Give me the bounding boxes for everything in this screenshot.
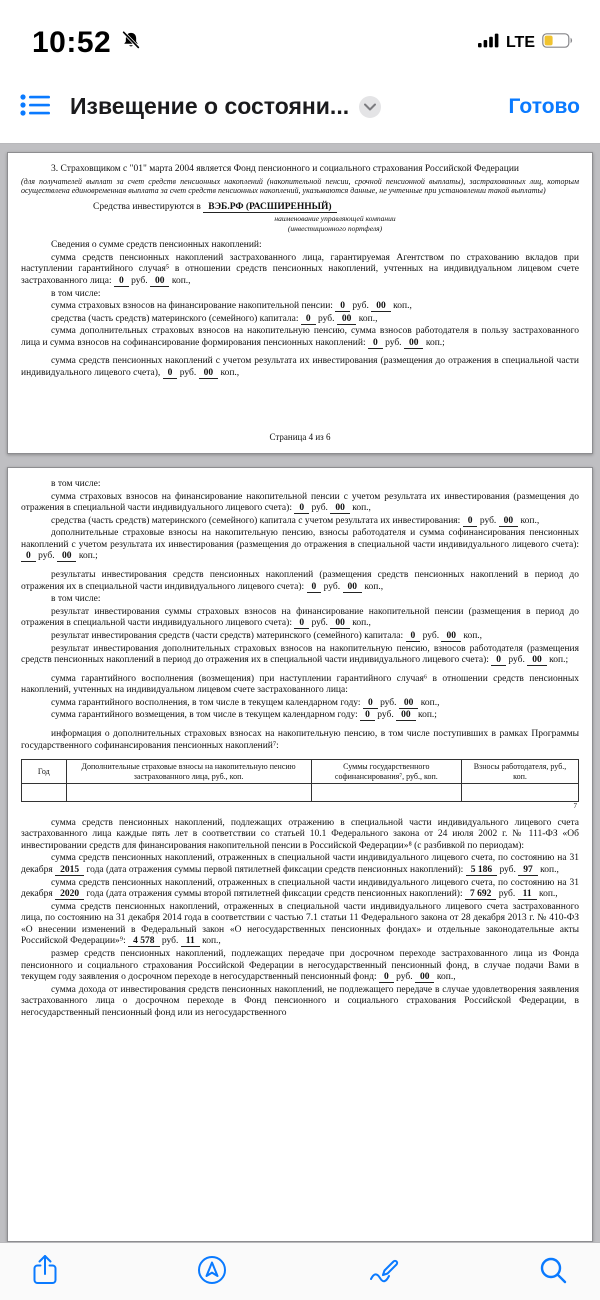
doc-paragraph: результат инвестирования дополнительных страховых взносов на накопительную пенсию, взносов работодателя (размещения средств пенсионных накоплений в период до отражения их в специальной части индивидуального лицевого счета): 0 руб. 00 коп.; bbox=[21, 643, 579, 666]
title-area bbox=[70, 93, 489, 120]
doc-paragraph: результат инвестирования средств (части средств) материнского (семейного) капитала: 0 руб. 00 коп., bbox=[51, 630, 483, 641]
status-bar bbox=[0, 0, 600, 70]
doc-paragraph: размер средств пенсионных накоплений, подлежащих передаче при досрочном переходе застрахованного лица из Фонда пенсионного и социального страхования Российской Федерации в негосударственный пенсионный фонд, в случае подачи Вами в текущем году заявления о досрочном переходе в негосударственный пенсионный фонд: 0 руб. 00 коп., bbox=[21, 949, 579, 983]
doc-paragraph: сумма средств пенсионных накоплений, подлежащих отражению в специальной части индивидуального лицевого счета застрахованного лица каждые пять лет в соответствии со статьей 10.1 Федерального закона от 24 июля 2002 г. № 111-ФЗ «Об инвестировании средств для финансирования накопительной пенсии в Российской Федерации»⁸ (с разбивкой по периодам): bbox=[21, 817, 579, 851]
search-icon bbox=[538, 1255, 568, 1288]
doc-paragraph: наименование управляющей компании bbox=[274, 214, 396, 224]
doc-paragraph: Сведения о сумме средств пенсионных накоплений: bbox=[51, 240, 262, 251]
table-header-cell: Год bbox=[22, 760, 67, 784]
page-number: Страница 4 из 6 bbox=[269, 432, 331, 443]
doc-paragraph: средства (часть средств) материнского (семейного) капитала с учетом результата их инвестирования: 0 руб. 00 коп., bbox=[51, 515, 540, 526]
table-header-cell: Взносы работодателя, руб., коп. bbox=[462, 760, 579, 784]
table-cell bbox=[66, 784, 311, 802]
status-left-cluster bbox=[32, 26, 142, 60]
page-5-content-bottom bbox=[21, 818, 579, 1020]
table-cell bbox=[311, 784, 461, 802]
doc-paragraph: сумма средств пенсионных накоплений, отраженных в специальной части индивидуального лицевого счета, по состоянию на 31 декабря 2015 года (дата отражения суммы первой пятилетней фиксации средств пенсионных накоплений): 5 186 руб. 97 коп., bbox=[21, 853, 579, 876]
doc-paragraph: информация о дополнительных страховых взносах на накопительную пенсию, в том числе поступивших в рамках Программы государственного софинансирования пенсионных накоплений⁷: bbox=[21, 728, 579, 751]
doc-paragraph: сумма гарантийного возмещения, в том числе в текущем календарном году: 0 руб. 00 коп.; bbox=[51, 710, 437, 721]
table-cell bbox=[22, 784, 67, 802]
document-title: Извещение о состояни... bbox=[70, 93, 350, 119]
doc-paragraph: дополнительные страховые взносы на накопительную пенсию, взносы работодателя и сумма софинансирования пенсионных накоплений с учетом результата их инвестирования (размещения до отражения в специальной части индивидуального лицевого счета): 0 руб. 00 коп.; bbox=[21, 528, 579, 562]
notifications-muted-icon bbox=[120, 30, 142, 57]
doc-paragraph: сумма дохода от инвестирования средств пенсионных накоплений, не подлежащего передаче в случае удовлетворения заявления застрахованного лица о досрочном переходе в Фонд пенсионного и социального страхования Российской Федерации, в негосударственный пенсионный фонд или из негосударственного bbox=[21, 984, 579, 1018]
done-button[interactable]: Готово bbox=[508, 94, 580, 118]
doc-paragraph: сумма страховых взносов на финансирование накопительной пенсии: 0 руб. 00 коп., bbox=[51, 301, 412, 312]
doc-paragraph: средства (часть средств) материнского (семейного) капитала: 0 руб. 00 коп., bbox=[51, 313, 378, 324]
navigate-icon bbox=[197, 1255, 227, 1288]
table-cell bbox=[462, 784, 579, 802]
list-icon bbox=[20, 93, 50, 120]
share-button[interactable] bbox=[32, 1254, 58, 1289]
status-right-cluster bbox=[478, 33, 574, 53]
navigation-bar bbox=[0, 70, 600, 144]
document-page-4 bbox=[7, 152, 593, 454]
doc-paragraph: сумма страховых взносов на финансирование накопительной пенсии с учетом результата их инвестирования (размещения до отражения в специальной части индивидуального лицевого счета): 0 руб. 00 коп., bbox=[21, 491, 579, 514]
doc-paragraph: сумма гарантийного восполнения, в том числе в текущем календарном году: 0 руб. 00 коп., bbox=[51, 697, 440, 708]
table-row bbox=[22, 784, 579, 802]
doc-paragraph: 3. Страховщиком с "01" марта 2004 является Фонд пенсионного и социального страхования Российской Федерации bbox=[51, 164, 519, 174]
title-menu-button[interactable] bbox=[359, 96, 381, 118]
markup-icon bbox=[367, 1255, 399, 1288]
table-header-cell: Суммы государственного софинансирования⁷, руб., коп. bbox=[311, 760, 461, 784]
doc-paragraph: (инвестиционного портфеля) bbox=[287, 223, 383, 233]
doc-paragraph: результат инвестирования суммы страховых взносов на финансирование накопительной пенсии (размещения в период до отражения в специальной части индивидуального лицевого счета): 0 руб. 00 коп., bbox=[21, 606, 579, 629]
page-5-content-top bbox=[21, 479, 579, 752]
navigate-button[interactable] bbox=[197, 1255, 227, 1288]
document-viewer[interactable] bbox=[0, 144, 600, 1242]
doc-paragraph: в том числе: bbox=[51, 479, 101, 489]
share-icon bbox=[32, 1254, 58, 1289]
table-header-cell: Дополнительные страховые взносы на накопительную пенсию застрахованного лица, руб., коп. bbox=[66, 760, 311, 784]
network-type: LTE bbox=[505, 34, 535, 51]
doc-paragraph: результаты инвестирования средств пенсионных накоплений (размещения средств пенсионных накоплений в период до отражения их в специальной части индивидуального лицевого счета): 0 руб. 00 коп., bbox=[21, 570, 579, 592]
doc-paragraph: сумма средств пенсионных накоплений с учетом результата их инвестирования (размещения до отражения в специальной части индивидуального лицевого счета), 0 руб. 00 коп., bbox=[21, 356, 579, 379]
doc-paragraph: сумма средств пенсионных накоплений, отраженных в специальной части индивидуального лицевого счета застрахованного лица, по состоянию на 31 декабря 2014 года в соответствии с частью 7.1 статьи 11 Федерального закона от 28 декабря 2013 г. № 410-ФЗ «О внесении изменений в Федеральный закон «О негосударственных пенсионных фондах» и отдельные законодательные акты Российской Федерации»⁹: 4 578 руб. 11 коп., bbox=[21, 901, 579, 947]
doc-paragraph: сумма дополнительных страховых взносов на накопительную пенсию, сумма взносов работодателя в пользу застрахованного лица и сумма взносов на софинансирование формирования пенсионных накоплений: 0 руб. 00 коп.; bbox=[21, 326, 579, 348]
doc-paragraph: Средства инвестируются в ВЭБ.РФ (РАСШИРЕННЫЙ) bbox=[93, 202, 579, 214]
cellular-signal-icon bbox=[478, 33, 499, 53]
doc-paragraph: в том числе: bbox=[51, 594, 101, 605]
markup-button[interactable] bbox=[367, 1255, 399, 1288]
chevron-down-icon bbox=[364, 99, 376, 114]
bottom-toolbar bbox=[0, 1242, 600, 1300]
doc-paragraph: (для получателей выплат за счет средств пенсионных накоплений (накопительной пенсии, срочной пенсионной выплаты), застрахованных лиц, которым осуществлена единовременная выплата за счет средств пенсионных накоплений, указываются данные, не учтенные при установлении такой выплаты) bbox=[21, 176, 579, 196]
footnote-mark: 7 bbox=[573, 802, 577, 811]
thumbnails-list-button[interactable] bbox=[20, 93, 50, 120]
battery-icon bbox=[542, 33, 574, 53]
search-button[interactable] bbox=[538, 1255, 568, 1288]
doc-paragraph: в том числе: bbox=[51, 288, 101, 299]
doc-paragraph: сумма средств пенсионных накоплений застрахованного лица, гарантируемая Агентством по страхованию вкладов при наступлении гарантийного случая⁵ в отношении средств пенсионных накоплений, учтенных на индивидуальном лицевом счете застрахованного лица: 0 руб. 00 коп., bbox=[21, 252, 579, 287]
document-page-5 bbox=[7, 467, 593, 1242]
page-4-content bbox=[21, 164, 579, 381]
contributions-table bbox=[21, 759, 579, 802]
doc-paragraph: сумма средств пенсионных накоплений, отраженных в специальной части индивидуального лицевого счета, по состоянию на 31 декабря 2020 года (дата отражения суммы второй пятилетней фиксации средств пенсионных накоплений): 7 692 руб. 11 коп., bbox=[21, 877, 579, 900]
doc-paragraph: сумма гарантийного восполнения (возмещения) при наступлении гарантийного случая⁶ в отношении средств пенсионных накоплений, учтенных на индивидуальном лицевом счете застрахованного лица: bbox=[21, 673, 579, 696]
clock: 10:52 bbox=[32, 26, 112, 59]
